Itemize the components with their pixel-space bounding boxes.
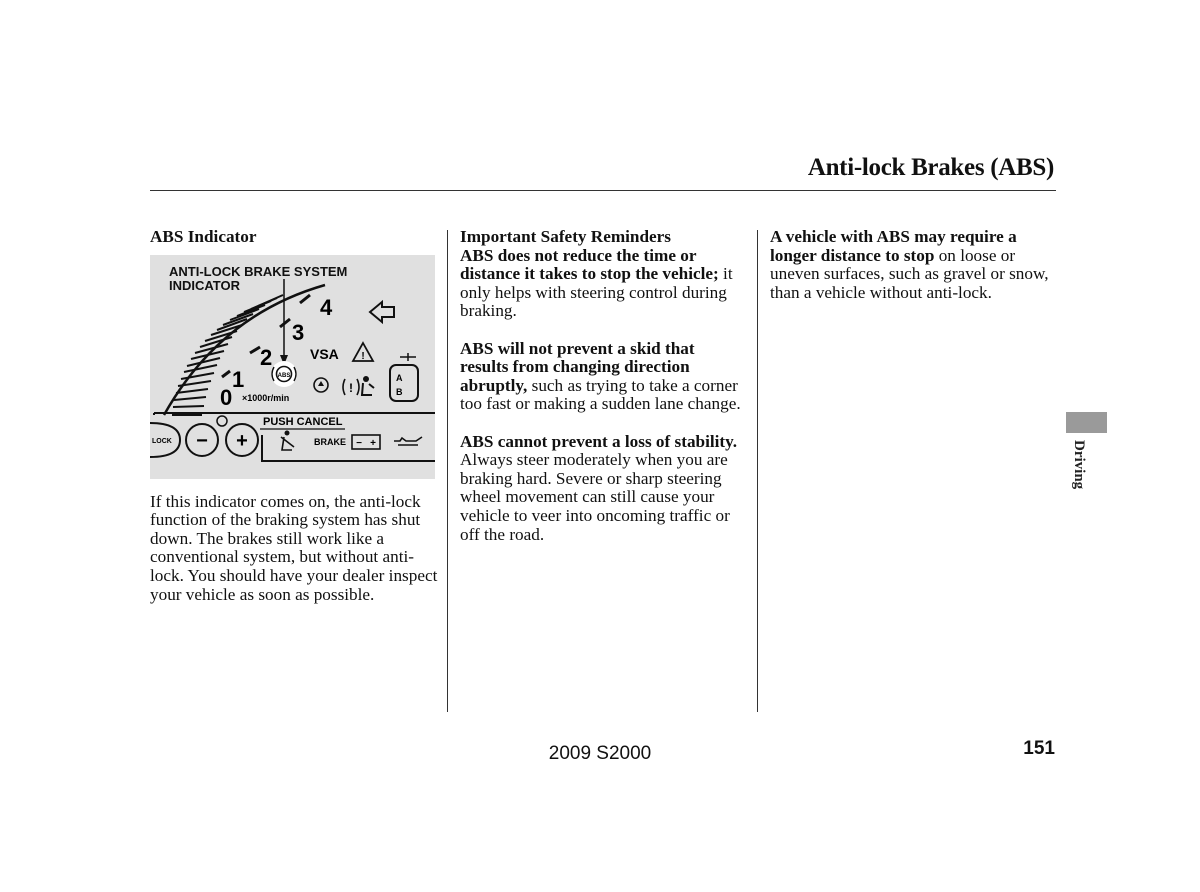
header-rule (150, 190, 1056, 191)
column-3-text: on loose or uneven surfaces, such as gravel or snow, than a vehicle without anti-lock. (770, 245, 1049, 302)
figure-label: ANTI-LOCK BRAKE SYSTEM INDICATOR (169, 263, 348, 293)
reminder-2-bold: ABS will not prevent a skid that results from changing direction abruptly, (460, 338, 695, 395)
instrument-cluster-illustration (150, 255, 435, 479)
reminder-2-text: such as trying to take a corner too fast or making a sudden lane change. (460, 375, 741, 414)
reminder-3-text: Always steer moderately when you are braking hard. Severe or sharp steering wheel movement can still cause your vehicle to veer into oncoming traffic or off the road. (460, 450, 730, 544)
page-title: Anti-lock Brakes (ABS) (807, 154, 1054, 181)
abs-icon-text: ABS (277, 372, 291, 379)
right-edge-text-b: B (396, 386, 403, 397)
column-1 (150, 228, 440, 623)
gauge-number-1: 1 (232, 366, 245, 392)
safety-reminders-heading: Important Safety Reminders (460, 227, 672, 246)
knob-small-icon (217, 416, 227, 426)
rpm-unit: ×1000r/min (242, 392, 290, 403)
reminder-1-bold: ABS does not reduce the time or distance it takes to stop the vehicle; (460, 245, 719, 284)
seatbelt-icon (285, 430, 290, 435)
column-divider-1 (447, 230, 448, 712)
gauge-number-2: 2 (260, 344, 273, 370)
column-2 (460, 228, 745, 563)
instrument-panel-figure (150, 255, 435, 479)
lower-strip-outline (262, 435, 435, 461)
column-divider-2 (757, 230, 758, 712)
footer-model: 2009 S2000 (548, 743, 652, 764)
push-cancel-text: PUSH CANCEL (263, 415, 343, 428)
svg-text:−: − (356, 437, 362, 449)
svg-text:!: ! (361, 350, 365, 362)
column-3-bold: A vehicle with ABS may require a longer distance to stop (770, 227, 1017, 265)
airbag-icon (363, 376, 369, 382)
svg-text:!: ! (349, 380, 353, 395)
section-tab (1066, 412, 1107, 433)
right-edge-text-a: A (396, 372, 403, 383)
column-3 (770, 228, 1055, 321)
plus-text: + (236, 429, 248, 452)
page-number: 151 (1023, 738, 1055, 759)
reminder-1-text: it only helps with steering control during braking. (460, 264, 733, 321)
vsa-text: VSA (310, 345, 339, 362)
gauge-number-0: 0 (220, 384, 233, 410)
oil-pressure-icon (394, 437, 422, 445)
column-3-paragraph (770, 228, 1055, 302)
gauge-number-4: 4 (320, 294, 333, 320)
reminder-3 (460, 433, 745, 545)
brake-text: BRAKE (314, 436, 347, 447)
abs-indicator-body: If this indicator comes on, the anti-lock function of the braking system has shut down. The brakes still work like a conventional system, but without anti-lock. You should have your dealer inspect your vehicle as soon as possible. (150, 491, 438, 604)
right-edge-panel (390, 365, 418, 401)
safety-reminders-block (460, 228, 745, 321)
reminder-2 (460, 340, 745, 414)
reminder-3-bold: ABS cannot prevent a loss of stability. (460, 431, 738, 451)
lock-text: LOCK (152, 437, 172, 445)
turn-signal-icon (370, 302, 394, 322)
svg-text:+: + (370, 437, 376, 449)
section-tab-label: Driving (1071, 440, 1087, 490)
gauge-number-3: 3 (292, 319, 305, 345)
abs-indicator-heading: ABS Indicator (150, 227, 257, 246)
minus-text: − (196, 429, 208, 452)
